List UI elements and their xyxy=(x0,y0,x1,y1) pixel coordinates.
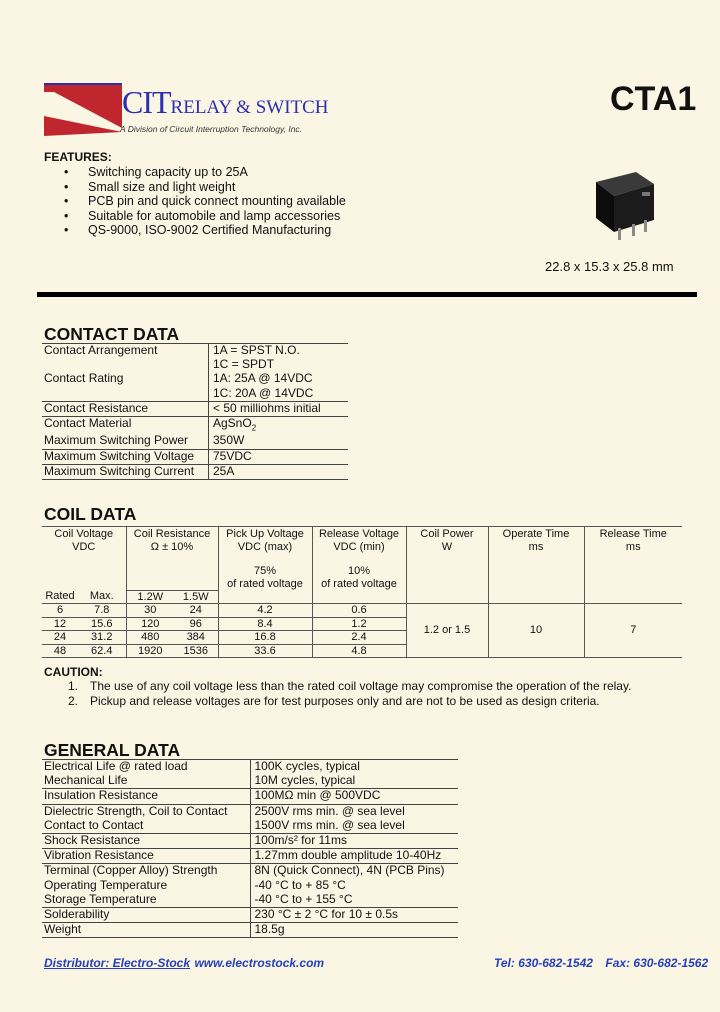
table-row: Weight 18.5g xyxy=(42,923,458,938)
relay-photo xyxy=(588,166,658,246)
switching-current-label: Maximum Switching Current xyxy=(42,464,209,479)
contact-material-label: Contact Material xyxy=(42,416,209,434)
w12-subheader: 1.2W xyxy=(126,590,174,604)
contact-resistance-value: < 50 milliohms initial xyxy=(209,401,349,416)
contact-arrangement-2: 1C = SPDT xyxy=(209,358,349,372)
features-heading: FEATURES: xyxy=(44,150,112,164)
pickup-voltage-header: Pick Up Voltage VDC (max) xyxy=(218,527,312,554)
release-time-header: Release Time ms xyxy=(599,528,667,553)
footer-left xyxy=(44,954,324,972)
website-link[interactable]: www.electrostock.com xyxy=(194,956,325,970)
coil-power-header: Coil Power W xyxy=(406,527,488,554)
features-list xyxy=(44,165,444,238)
telephone: Tel: 630-682-1542 xyxy=(494,956,593,970)
feature-item: • Small size and light weight xyxy=(44,180,444,195)
release-time-value: 7 xyxy=(584,604,682,658)
contact-resistance-label: Contact Resistance xyxy=(42,401,209,416)
feature-item: • PCB pin and quick connect mounting available xyxy=(44,194,444,209)
table-row: Vibration Resistance 1.27mm double amplitude 10-40Hz xyxy=(42,849,458,864)
table-row: Terminal (Copper Alloy) Strength 8N (Quick Connect), 4N (PCB Pins) xyxy=(42,864,458,879)
switching-power-label: Maximum Switching Power xyxy=(44,433,189,448)
coil-resistance-header: Coil Resistance Ω ± 10% xyxy=(126,527,218,554)
table-row: Shock Resistance 100m/s² for 11ms xyxy=(42,833,458,848)
table-row: 24 31.2 480 384 16.8 2.4 xyxy=(42,631,682,645)
operate-time-value: 10 xyxy=(488,604,584,658)
caution-heading: CAUTION: xyxy=(44,665,103,679)
dimensions: 22.8 x 15.3 x 25.8 mm xyxy=(545,259,674,274)
caution-block xyxy=(44,665,704,708)
table-row: Mechanical Life 10M cycles, typical xyxy=(42,774,458,789)
general-heading: GENERAL DATA xyxy=(44,740,181,760)
table-row: Insulation Resistance 100MΩ min @ 500VDC xyxy=(42,789,458,804)
coil-heading: COIL DATA xyxy=(44,504,137,524)
release-note: 10% of rated voltage xyxy=(312,553,406,590)
switching-voltage-value: 75VDC xyxy=(209,449,349,464)
fax: Fax: 630-682-1562 xyxy=(605,956,709,970)
logo-swoosh-icon xyxy=(44,80,124,138)
table-row: Contact to Contact 1500V rms min. @ sea level xyxy=(42,819,458,834)
feature-item: • Suitable for automobile and lamp accessories xyxy=(44,209,444,224)
logo-tagline: A Division of Circuit Interruption Technology, Inc. xyxy=(120,124,303,134)
contact-arrangement-label: Contact Arrangement xyxy=(42,344,209,359)
switching-current-value: 25A xyxy=(209,464,349,479)
caution-item: 2. Pickup and release voltages are for test purposes only and are not to be used as design criteria. xyxy=(68,693,600,708)
table-row: Operating Temperature -40 °C to + 85 °C xyxy=(42,879,458,893)
release-voltage-header: Release Voltage VDC (min) xyxy=(312,527,406,554)
operate-time-header: Operate Time ms xyxy=(488,527,584,554)
table-row: Storage Temperature -40 °C to + 155 °C xyxy=(42,893,458,908)
feature-item: • Switching capacity up to 25A xyxy=(44,165,444,180)
logo-wordmark: CITRELAY & SWITCH xyxy=(122,84,329,120)
coil-power-value: 1.2 or 1.5 xyxy=(406,604,488,658)
distributor-link[interactable]: Distributor: Electro-Stock xyxy=(44,956,191,970)
contact-rating-1: 1A: 25A @ 14VDC xyxy=(209,372,349,386)
general-table xyxy=(42,759,458,938)
contact-table xyxy=(42,343,348,480)
contact-arrangement-1: 1A = SPST N.O. xyxy=(209,344,349,359)
table-row: Electrical Life @ rated load 100K cycles, typical xyxy=(42,760,458,775)
caution-item: 1. The use of any coil voltage less than the rated coil voltage may compromise the operation of the relay. xyxy=(68,679,632,693)
table-row: Solderability 230 °C ± 2 °C for 10 ± 0.5s xyxy=(42,907,458,922)
divider xyxy=(37,292,697,297)
w15-subheader: 1.5W xyxy=(174,590,218,604)
max-subheader: Max. xyxy=(78,590,126,604)
switching-voltage-label: Maximum Switching Voltage xyxy=(42,449,209,464)
contact-rating-2: 1C: 20A @ 14VDC xyxy=(209,387,349,402)
pickup-note: 75% of rated voltage xyxy=(218,553,312,590)
company-logo xyxy=(44,80,329,140)
coil-table xyxy=(42,526,682,658)
page-title: CTA1 xyxy=(610,80,697,118)
rated-subheader: Rated xyxy=(45,590,75,602)
contact-rating-label: Contact Rating xyxy=(44,371,124,386)
table-row: 6 7.8 30 24 4.2 0.6 1.2 or 1.5 10 7 xyxy=(42,604,682,618)
table-row: 12 15.6 120 96 8.4 1.2 xyxy=(42,617,682,631)
table-row: Dielectric Strength, Coil to Contact 2500V rms min. @ sea level xyxy=(42,804,458,819)
contact-material-value: AgSnO$_2$ xyxy=(209,416,349,434)
contact-heading: CONTACT DATA xyxy=(44,324,180,344)
switching-power-value: 350W xyxy=(209,434,349,449)
table-row: 48 62.4 1920 1536 33.6 4.8 xyxy=(42,644,682,658)
footer-right xyxy=(494,954,708,972)
feature-item: • QS-9000, ISO-9002 Certified Manufacturing xyxy=(44,223,444,238)
coil-voltage-header: Coil Voltage VDC xyxy=(42,527,126,554)
